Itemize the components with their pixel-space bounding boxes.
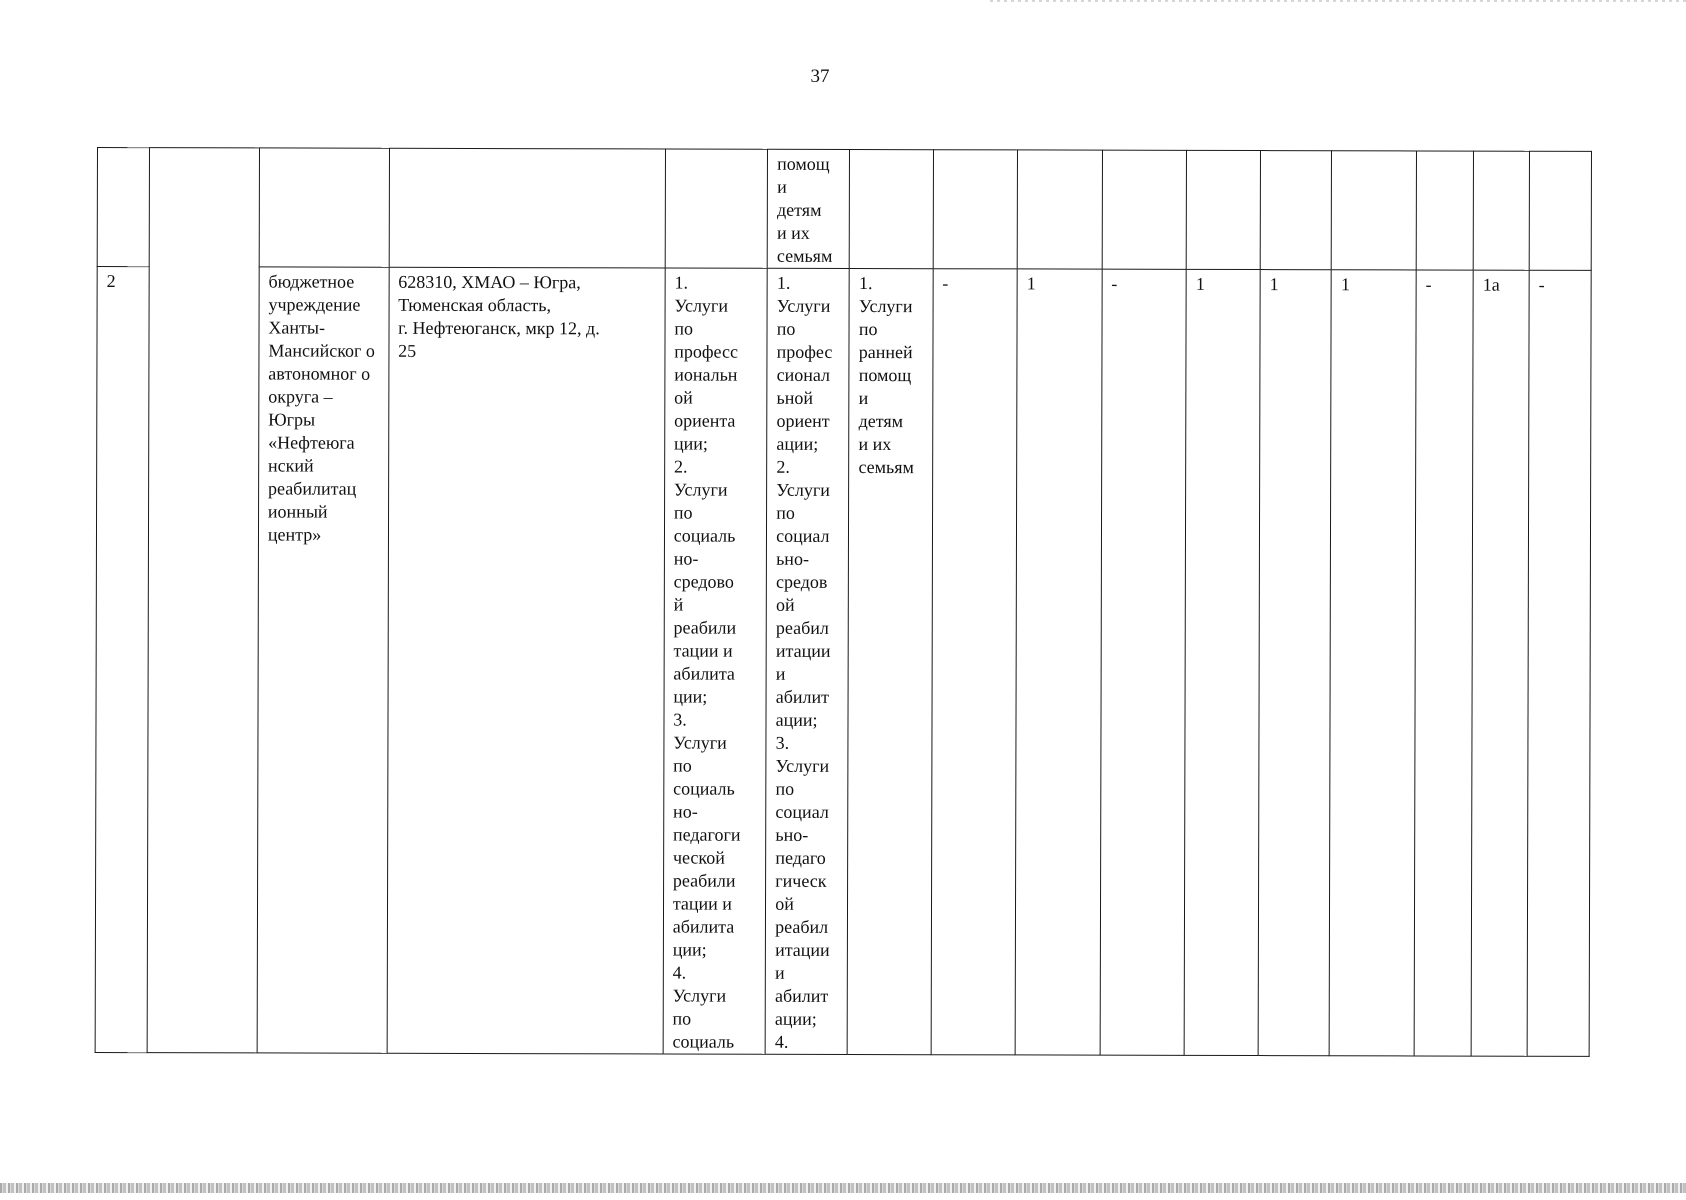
cell-v8-cont [1473,151,1529,270]
cell-services-col1: 1. Услуги по професс иональн ой ориента ции; 2. Услуги по социаль но- средово й реабили тации и абилита ции; 3. Услуги по социаль но- педагоги ческой реабили тации и абилита ции; 4. Услуги по социаль [663,268,767,1054]
cell-value-8: 1а [1471,270,1529,1056]
scan-edge-bottom [0,1183,1686,1193]
cell-services2-cont: помощ и детям и их семьям [767,149,849,268]
cell-services3-cont [849,149,933,268]
cell-num: 2 [95,267,149,1053]
cell-value-2: 1 [1015,269,1102,1055]
cell-b-merged [148,148,260,1053]
cell-v6-cont [1332,151,1417,270]
cell-v2-cont [1017,150,1102,269]
cell-services-col2: 1. Услуги по профес сионал ьной ориент ации; 2. Услуги по социал ьно- средов ой реабил итации и абилит ации; 3. Услуги по социал ьно- педаго гическ ой реабил итации и абилит ации; 4. [765,268,849,1054]
cell-value-1: - [931,269,1018,1055]
cell-value-7: - [1414,270,1473,1056]
cell-value-5: 1 [1258,270,1331,1056]
cell-name-cont [259,148,389,267]
cell-value-3: - [1100,269,1187,1055]
continuation-row [97,148,1591,271]
cell-v3-cont [1102,150,1187,269]
cell-v7-cont [1416,151,1473,270]
cell-value-9: - [1527,270,1591,1056]
cell-address: 628310, ХМАО – Югра, Тюменская область, г. Нефтеюганск, мкр 12, д. 25 [387,267,665,1054]
cell-name: бюджетное учреждение Ханты-Мансийског о автономног о округа – Югры «Нефтеюга нский реабилитац ионный центр» [257,267,389,1053]
cell-v5-cont [1260,151,1332,270]
cell-address-cont [389,148,665,268]
scan-edge-top [990,0,1686,2]
registry-table [95,147,1592,1057]
cell-v1-cont [933,150,1018,269]
cell-value-4: 1 [1184,269,1260,1055]
cell-num-cont [97,148,150,267]
table-row [95,267,1591,1057]
cell-v9-cont [1529,151,1591,270]
cell-services-col3: 1. Услуги по ранней помощ и детям и их семьям [847,268,932,1054]
cell-v4-cont [1186,150,1260,269]
cell-services1-cont [665,149,768,268]
cell-value-6: 1 [1330,270,1417,1056]
page-number: 37 [810,66,830,87]
